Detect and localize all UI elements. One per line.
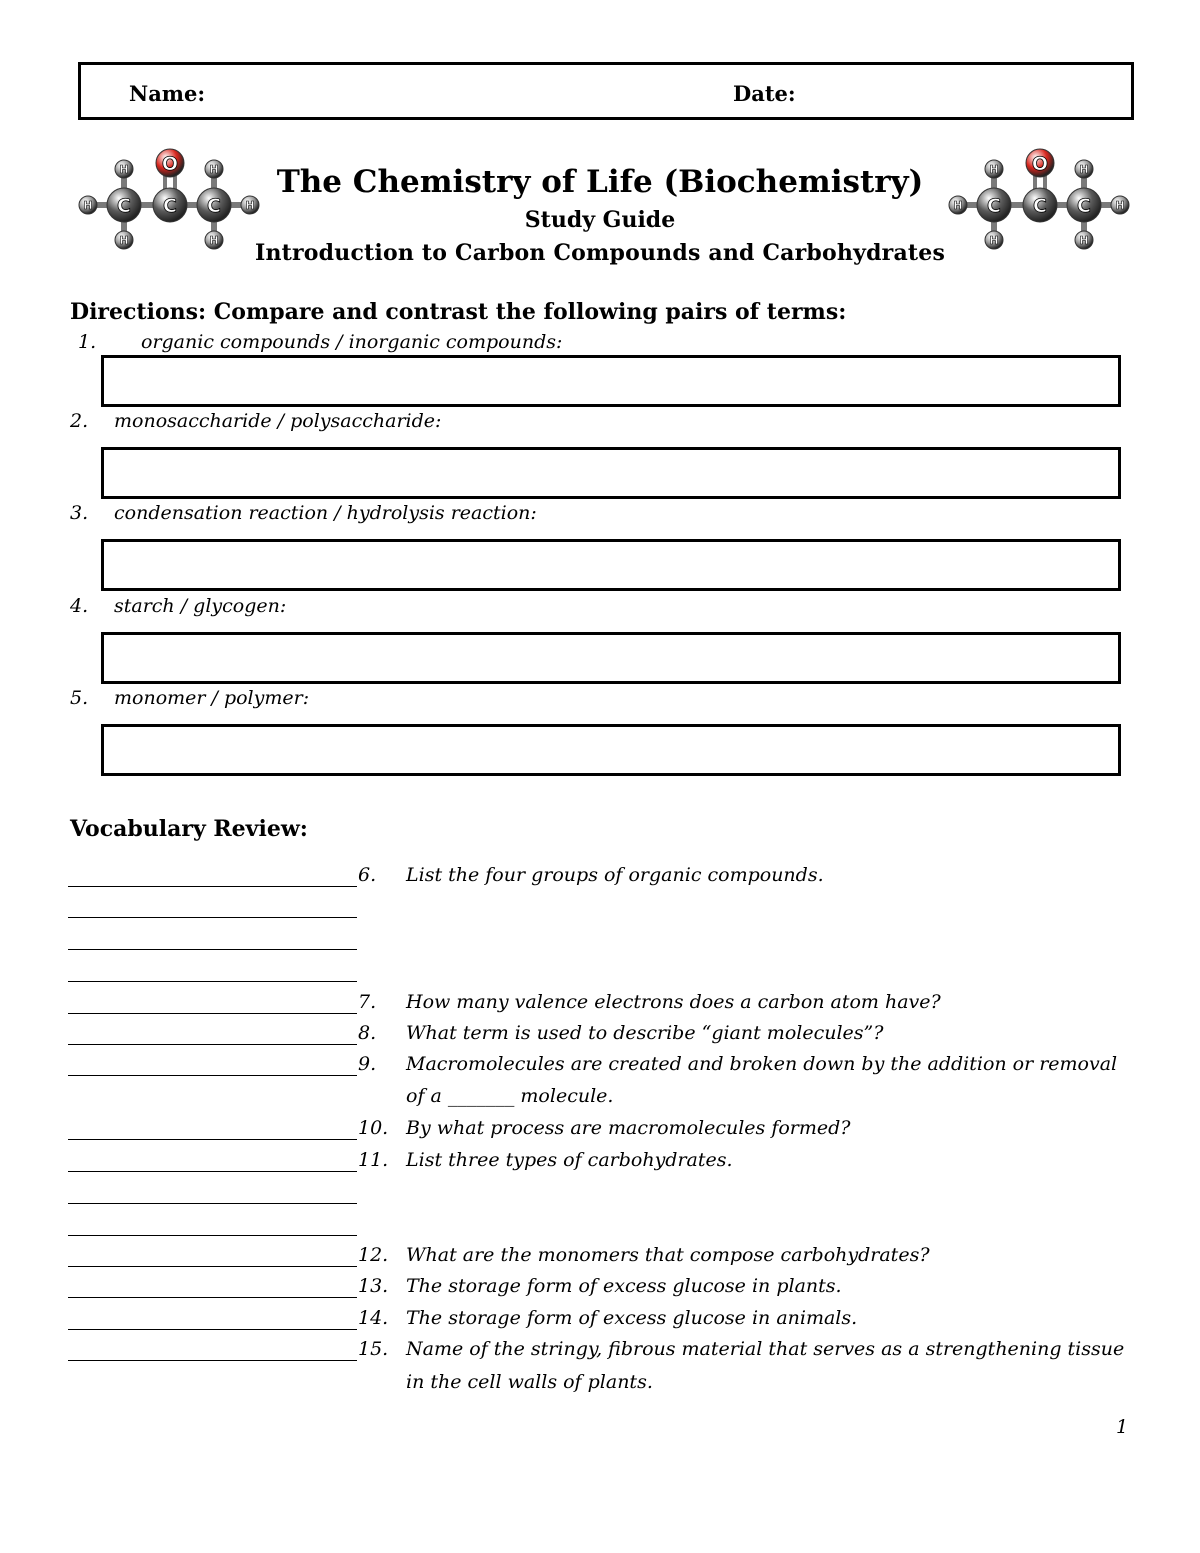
vocab-question: Name of the stringy, fibrous material that serves as a strengthening tissue — [406, 1338, 1125, 1360]
vocab-number: 6. — [358, 864, 377, 886]
atom-label: C — [163, 195, 177, 217]
directions-heading: Directions: Compare and contrast the following pairs of terms: — [70, 299, 847, 325]
vocab-question: What are the monomers that compose carbohydrates? — [406, 1244, 930, 1266]
answer-blank[interactable] — [68, 886, 357, 887]
vocab-number: 9. — [358, 1053, 377, 1075]
atom-label: H — [989, 234, 999, 247]
question-number: 3. — [70, 502, 89, 524]
atom-label: H — [119, 163, 129, 176]
answer-blank[interactable] — [68, 1360, 357, 1361]
date-label: Date: — [733, 81, 796, 106]
answer-blank[interactable] — [68, 1075, 357, 1076]
answer-blank[interactable] — [68, 1266, 357, 1267]
question-number: 4. — [70, 595, 89, 617]
page-subtitle: Study Guide — [524, 207, 676, 233]
name-label: Name: — [129, 81, 206, 106]
question-text: monosaccharide / polysaccharide: — [114, 410, 442, 432]
vocab-question: How many valence electrons does a carbon atom have? — [406, 991, 941, 1013]
atom-label: H — [83, 199, 93, 212]
topic-title: Introduction to Carbon Compounds and Carbohydrates — [254, 240, 946, 266]
answer-box[interactable] — [101, 447, 1121, 499]
page-number: 1 — [1116, 1416, 1129, 1438]
atom-label: O — [1031, 153, 1049, 175]
vocab-question: What term is used to describe “giant molecules”? — [406, 1022, 884, 1044]
answer-blank[interactable] — [68, 1013, 357, 1014]
answer-blank[interactable] — [68, 1297, 357, 1298]
atom-label: C — [987, 195, 1001, 217]
question-text: condensation reaction / hydrolysis reaction: — [114, 502, 537, 524]
name-date-box — [78, 62, 1134, 120]
atom-label: H — [119, 234, 129, 247]
vocab-number: 8. — [358, 1022, 377, 1044]
answer-blank[interactable] — [68, 1139, 357, 1140]
vocab-question: The storage form of excess glucose in animals. — [406, 1307, 858, 1329]
atom-label: C — [117, 195, 131, 217]
vocab-question: By what process are macromolecules formed? — [406, 1117, 851, 1139]
vocab-number: 11. — [358, 1149, 389, 1171]
vocab-question: Macromolecules are created and broken down by the addition or removal — [406, 1053, 1118, 1075]
answer-blank[interactable] — [68, 1171, 357, 1172]
answer-blank[interactable] — [68, 1203, 357, 1204]
answer-box[interactable] — [101, 724, 1121, 776]
vocab-question-continued: of a _______ molecule. — [406, 1085, 614, 1107]
vocab-heading: Vocabulary Review: — [70, 816, 308, 842]
question-text: monomer / polymer: — [114, 687, 310, 709]
answer-blank[interactable] — [68, 917, 357, 918]
question-number: 1. — [78, 331, 97, 353]
question-text: organic compounds / inorganic compounds: — [141, 331, 563, 353]
question-number: 2. — [70, 410, 89, 432]
answer-blank[interactable] — [68, 1044, 357, 1045]
atom-label: H — [953, 199, 963, 212]
atom-label: H — [209, 163, 219, 176]
atom-label: C — [207, 195, 221, 217]
atom-label: H — [209, 234, 219, 247]
answer-box[interactable] — [101, 632, 1121, 684]
answer-box[interactable] — [101, 355, 1121, 407]
atom-label: O — [161, 153, 179, 175]
vocab-number: 10. — [358, 1117, 389, 1139]
vocab-number: 13. — [358, 1275, 389, 1297]
answer-box[interactable] — [101, 539, 1121, 591]
vocab-number: 12. — [358, 1244, 389, 1266]
atom-label: H — [989, 163, 999, 176]
answer-blank[interactable] — [68, 981, 357, 982]
acetone-molecule-icon — [944, 145, 1134, 260]
question-text: starch / glycogen: — [114, 595, 287, 617]
answer-blank[interactable] — [68, 1329, 357, 1330]
atom-label: H — [1115, 199, 1125, 212]
question-number: 5. — [70, 687, 89, 709]
answer-blank[interactable] — [68, 1235, 357, 1236]
vocab-number: 15. — [358, 1338, 389, 1360]
vocab-question: List the four groups of organic compounds. — [406, 864, 824, 886]
atom-label: H — [245, 199, 255, 212]
vocab-number: 14. — [358, 1307, 389, 1329]
vocab-question-continued: in the cell walls of plants. — [406, 1371, 653, 1393]
atom-label: C — [1033, 195, 1047, 217]
page-title: The Chemistry of Life (Biochemistry) — [276, 164, 924, 200]
atom-label: H — [1079, 234, 1089, 247]
atom-label: C — [1077, 195, 1091, 217]
vocab-question: List three types of carbohydrates. — [406, 1149, 733, 1171]
atom-label: H — [1079, 163, 1089, 176]
answer-blank[interactable] — [68, 949, 357, 950]
vocab-number: 7. — [358, 991, 377, 1013]
vocab-question: The storage form of excess glucose in plants. — [406, 1275, 842, 1297]
acetone-molecule-icon — [74, 145, 264, 260]
